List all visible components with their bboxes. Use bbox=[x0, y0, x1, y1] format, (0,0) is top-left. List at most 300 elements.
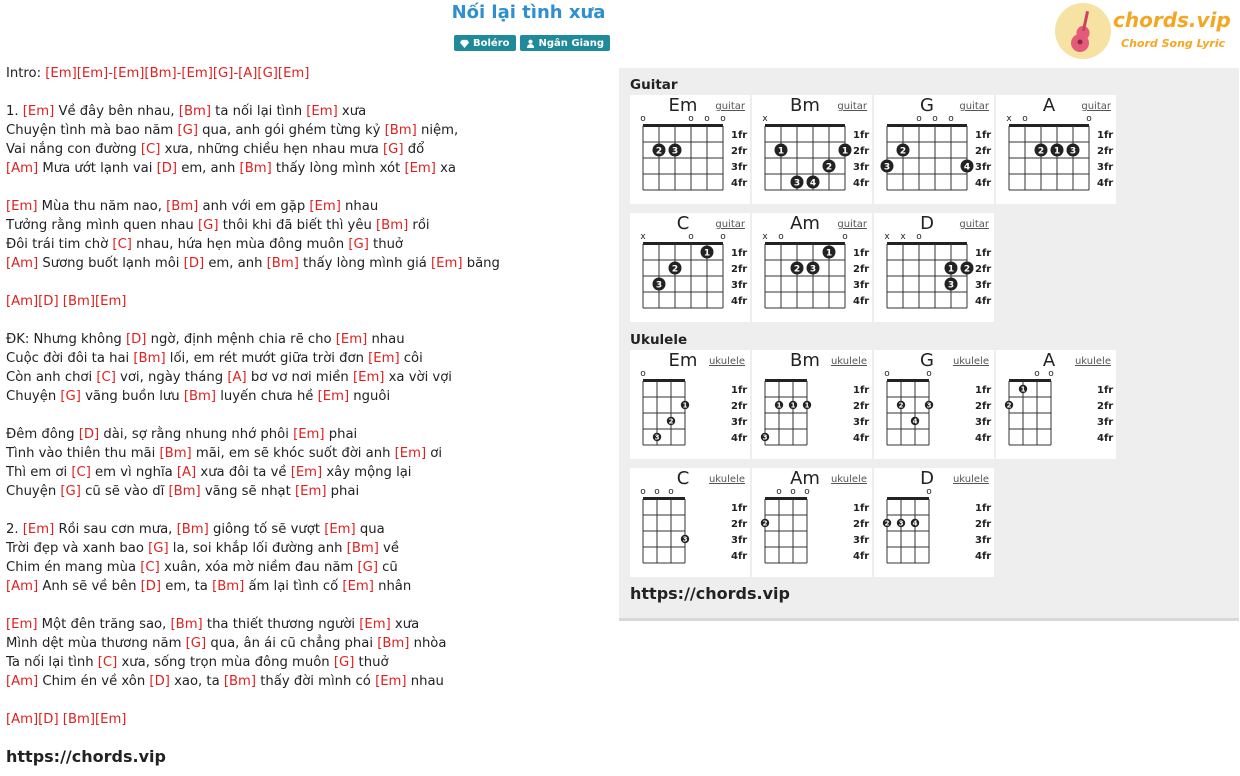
string-marker: o bbox=[916, 114, 922, 124]
fret-label: 3fr bbox=[731, 162, 748, 173]
fret-label: 4fr bbox=[731, 433, 748, 444]
chord-instrument-link[interactable]: ukulele bbox=[1074, 356, 1111, 367]
finger-number: 1 bbox=[776, 401, 782, 410]
nut bbox=[643, 379, 685, 382]
finger-number: 1 bbox=[841, 146, 849, 157]
chord-link[interactable]: [Bm] bbox=[159, 446, 192, 461]
finger-number: 3 bbox=[793, 178, 801, 189]
lyric-text: Tình vào thiên thu mãi bbox=[6, 446, 160, 461]
chord-name: G bbox=[920, 95, 934, 116]
guitar-chord-bm[interactable] bbox=[752, 95, 872, 204]
chord-link[interactable]: [Bm] bbox=[166, 199, 199, 214]
chord-link[interactable]: [G] bbox=[60, 389, 81, 404]
lyric-line bbox=[6, 463, 606, 482]
fret-label: 3fr bbox=[853, 417, 870, 428]
chord-link[interactable]: [Bm] bbox=[376, 218, 409, 233]
lyric-text: Thì em ơi bbox=[6, 465, 72, 480]
chord-link[interactable]: [Em][Em]-[Em][Bm]-[Em][G]-[A][G][Em] bbox=[45, 66, 310, 81]
lyric-line bbox=[6, 482, 606, 501]
fret-label: 3fr bbox=[853, 162, 870, 173]
fret-label: 1fr bbox=[731, 503, 748, 514]
fret-label: 4fr bbox=[975, 178, 992, 189]
finger-number: 4 bbox=[912, 417, 918, 426]
lyric-text: qua, ân ái cũ chẳng phai bbox=[206, 636, 378, 651]
chord-instrument-link[interactable]: guitar bbox=[959, 219, 989, 230]
fretboard-diagram bbox=[874, 350, 994, 459]
chord-instrument-link[interactable]: ukulele bbox=[952, 474, 989, 485]
chord-link[interactable]: [Bm] bbox=[176, 522, 209, 537]
lyric-text: nhau bbox=[406, 674, 444, 689]
lyric-text: phai bbox=[326, 484, 360, 499]
chord-link[interactable]: [Bm] bbox=[212, 579, 245, 594]
finger-number: 3 bbox=[883, 162, 891, 173]
fret-label: 4fr bbox=[975, 433, 992, 444]
lyric-text: về bbox=[378, 541, 399, 556]
lyric-text: qua bbox=[355, 522, 385, 537]
lyric-line bbox=[6, 634, 606, 653]
site-logo[interactable] bbox=[1055, 3, 1235, 63]
lyric-text: phai bbox=[324, 427, 358, 442]
nut bbox=[1009, 379, 1051, 382]
chord-link[interactable]: [Em] bbox=[342, 579, 374, 594]
lyric-text: em, anh bbox=[177, 161, 240, 176]
chord-link[interactable]: [A] bbox=[227, 370, 247, 385]
fret-label: 1fr bbox=[731, 130, 748, 141]
fret-label: 4fr bbox=[853, 551, 870, 562]
string-marker: o bbox=[926, 487, 932, 497]
ukulele-chord-am[interactable] bbox=[752, 468, 872, 577]
chord-link[interactable]: [G] bbox=[383, 142, 404, 157]
ukulele-chord-a[interactable] bbox=[996, 350, 1116, 459]
lyric-text: ngờ, định mệnh chia rẽ cho bbox=[146, 332, 336, 347]
chord-link[interactable]: [Bm] bbox=[223, 674, 257, 689]
lyric-line bbox=[6, 710, 606, 729]
chord-link[interactable]: [D] bbox=[183, 256, 205, 271]
chord-link[interactable]: [A] bbox=[176, 465, 197, 480]
lyric-text: ta nối lại tình bbox=[210, 104, 307, 119]
lyric-text: lối, em rét mướt giữa trời đơn bbox=[165, 351, 369, 366]
lyric-text: Intro: bbox=[6, 66, 46, 81]
fret-label: 4fr bbox=[1097, 178, 1114, 189]
string-marker: x bbox=[900, 232, 906, 242]
chord-link[interactable]: [Em] bbox=[6, 617, 38, 632]
finger-number: 3 bbox=[654, 433, 660, 442]
string-marker: x bbox=[762, 232, 768, 242]
fret-label: 4fr bbox=[853, 433, 870, 444]
chord-instrument-link[interactable]: guitar bbox=[715, 101, 745, 112]
chord-link[interactable]: [G] bbox=[198, 218, 219, 233]
chord-link[interactable]: [C] bbox=[112, 237, 132, 252]
lyric-text: em, anh bbox=[204, 256, 267, 271]
lyric-line bbox=[6, 387, 606, 406]
ukulele-chord-c[interactable] bbox=[630, 468, 750, 577]
lyric-line bbox=[6, 64, 606, 83]
finger-number: 2 bbox=[762, 519, 768, 528]
fret-label: 1fr bbox=[975, 503, 992, 514]
chord-instrument-link[interactable]: ukulele bbox=[708, 474, 745, 485]
lyric-text: Ta nối lại tình bbox=[6, 655, 98, 670]
chord-name: Em bbox=[668, 95, 698, 116]
lyric-text: bơ vơ nơi miền bbox=[246, 370, 353, 385]
fret-label: 3fr bbox=[853, 535, 870, 546]
fretboard-diagram bbox=[630, 95, 750, 204]
nut bbox=[765, 379, 807, 382]
chord-name: Am bbox=[790, 468, 820, 489]
chord-link[interactable]: [C] bbox=[140, 142, 161, 157]
lyric-text: côi bbox=[399, 351, 423, 366]
guitar-chord-c[interactable] bbox=[630, 213, 750, 322]
chord-link[interactable]: [D] bbox=[149, 674, 170, 689]
chord-instrument-link[interactable]: guitar bbox=[1081, 101, 1111, 112]
lyric-text: nguôi bbox=[349, 389, 391, 404]
string-marker: o bbox=[804, 487, 810, 497]
string-marker: o bbox=[778, 232, 784, 242]
finger-number: 3 bbox=[762, 433, 768, 442]
chord-link[interactable]: [Am] bbox=[6, 161, 39, 176]
lyric-text: xưa bbox=[390, 617, 420, 632]
chord-link[interactable]: [Em] bbox=[324, 522, 356, 537]
chord-name: A bbox=[1042, 95, 1056, 116]
lyric-text: nhau, hứa hẹn mùa đông muôn bbox=[131, 237, 349, 252]
fret-label: 2fr bbox=[975, 146, 992, 157]
lyric-text: Về đây bên nhau, bbox=[54, 104, 179, 119]
finger-number: 1 bbox=[790, 401, 796, 410]
lyric-text: thấy đời mình có bbox=[256, 674, 376, 689]
fret-label: 2fr bbox=[975, 519, 992, 530]
lyric-line bbox=[6, 121, 606, 140]
fret-label: 4fr bbox=[975, 296, 992, 307]
chord-link[interactable]: [Em] bbox=[295, 484, 327, 499]
nut bbox=[1009, 124, 1089, 127]
chord-link[interactable]: [Am] bbox=[6, 674, 39, 689]
lyric-text: xưa đôi ta về bbox=[196, 465, 291, 480]
nut bbox=[887, 379, 929, 382]
chord-link[interactable]: [Em] bbox=[431, 256, 463, 271]
lyric-line bbox=[6, 330, 606, 349]
chord-link[interactable]: [G] bbox=[185, 636, 207, 651]
finger-number: 3 bbox=[926, 401, 932, 410]
string-marker: o bbox=[704, 114, 710, 124]
fret-label: 4fr bbox=[975, 551, 992, 562]
fret-label: 2fr bbox=[853, 401, 870, 412]
finger-number: 4 bbox=[963, 162, 971, 173]
chord-link[interactable]: [Bm] bbox=[384, 123, 417, 138]
ukulele-chord-d[interactable] bbox=[874, 468, 994, 577]
fret-label: 2fr bbox=[1097, 401, 1114, 412]
lyric-text: Chuyện bbox=[6, 484, 61, 499]
genre-tag[interactable] bbox=[454, 35, 516, 51]
fret-label: 1fr bbox=[853, 130, 870, 141]
fret-label: 3fr bbox=[731, 535, 748, 546]
finger-number: 3 bbox=[671, 146, 679, 157]
chord-link[interactable]: [Bm] bbox=[170, 617, 203, 632]
lyric-text: ơi bbox=[426, 446, 443, 461]
genre-tag-label: Boléro bbox=[473, 37, 510, 49]
blank-line bbox=[6, 311, 606, 330]
lyric-text: ĐK: Nhưng không bbox=[6, 332, 126, 347]
chord-link[interactable]: [G] bbox=[60, 484, 81, 499]
lyric-text: thuở bbox=[354, 655, 389, 670]
finger-number: 3 bbox=[898, 519, 904, 528]
lyric-text: xưa, những chiều hẹn nhau mưa bbox=[160, 142, 383, 157]
lyric-line bbox=[6, 254, 606, 273]
fret-label: 3fr bbox=[975, 417, 992, 428]
fret-label: 3fr bbox=[975, 280, 992, 291]
chord-link[interactable]: [Bm] bbox=[239, 161, 272, 176]
string-marker: o bbox=[932, 114, 938, 124]
finger-number: 2 bbox=[668, 417, 674, 426]
chord-link[interactable]: [G] bbox=[148, 541, 169, 556]
nut bbox=[887, 497, 929, 500]
lyric-line bbox=[6, 197, 606, 216]
chord-link[interactable]: [Am][D] [Bm][Em] bbox=[6, 712, 127, 727]
chord-instrument-link[interactable]: ukulele bbox=[830, 474, 867, 485]
chord-link[interactable]: [D] bbox=[78, 427, 100, 442]
lyric-text: em vì nghĩa bbox=[90, 465, 177, 480]
finger-number: 3 bbox=[1069, 146, 1077, 157]
fret-label: 1fr bbox=[975, 130, 992, 141]
finger-number: 2 bbox=[825, 162, 833, 173]
chord-name: D bbox=[920, 213, 934, 234]
lyric-text: qua, anh gói ghém từng kỷ bbox=[197, 123, 385, 138]
ukulele-chord-g[interactable] bbox=[874, 350, 994, 459]
guitar-chord-d[interactable] bbox=[874, 213, 994, 322]
chord-link[interactable]: [Em] bbox=[306, 104, 338, 119]
chord-link[interactable]: [Bm] bbox=[178, 104, 211, 119]
chord-link[interactable]: [Bm] bbox=[168, 484, 201, 499]
chord-instrument-link[interactable]: guitar bbox=[837, 219, 867, 230]
string-marker: o bbox=[1086, 114, 1092, 124]
ukulele-chord-bm[interactable] bbox=[752, 350, 872, 459]
chord-link[interactable]: [G] bbox=[177, 123, 198, 138]
finger-number: 1 bbox=[804, 401, 810, 410]
song-tags bbox=[454, 35, 610, 51]
lyric-text: thuở bbox=[368, 237, 403, 252]
lyric-text: rồi bbox=[408, 218, 430, 233]
blank-line bbox=[6, 178, 606, 197]
chord-name: Bm bbox=[790, 95, 820, 116]
artist-tag[interactable] bbox=[520, 35, 611, 51]
finger-number: 2 bbox=[655, 146, 663, 157]
finger-number: 3 bbox=[655, 280, 663, 291]
lyric-text: Đôi trái tim chờ bbox=[6, 237, 113, 252]
finger-number: 1 bbox=[703, 248, 711, 259]
lyric-line bbox=[6, 558, 606, 577]
chord-instrument-link[interactable]: ukulele bbox=[952, 356, 989, 367]
ukulele-chord-em[interactable] bbox=[630, 350, 750, 459]
nut bbox=[765, 497, 807, 500]
chord-instrument-link[interactable]: ukulele bbox=[830, 356, 867, 367]
string-marker: o bbox=[926, 369, 932, 379]
string-marker: o bbox=[688, 114, 694, 124]
lyric-line bbox=[6, 102, 606, 121]
fret-label: 4fr bbox=[853, 296, 870, 307]
chord-link[interactable]: [C] bbox=[96, 370, 116, 385]
fret-label: 4fr bbox=[731, 551, 748, 562]
chord-link[interactable]: [Am] bbox=[6, 256, 39, 271]
fret-label: 4fr bbox=[853, 178, 870, 189]
fretboard-diagram bbox=[752, 213, 872, 322]
chord-link[interactable]: [Em] bbox=[352, 370, 385, 385]
finger-number: 2 bbox=[963, 264, 971, 275]
nut bbox=[887, 124, 967, 127]
chord-link[interactable]: [G] bbox=[333, 655, 355, 670]
lyric-line bbox=[6, 292, 606, 311]
finger-number: 3 bbox=[947, 280, 955, 291]
blank-line bbox=[6, 273, 606, 292]
chord-link[interactable]: [C] bbox=[140, 560, 160, 575]
chord-link[interactable]: [Bm] bbox=[266, 256, 299, 271]
chord-link[interactable]: [C] bbox=[71, 465, 91, 480]
chord-link[interactable]: [Bm] bbox=[346, 541, 379, 556]
lyric-line bbox=[6, 615, 606, 634]
lyric-text: thấy lòng mình xót bbox=[271, 161, 405, 176]
lyric-line bbox=[6, 577, 606, 596]
lyric-text: niệm, bbox=[416, 123, 459, 138]
finger-number: 3 bbox=[682, 535, 688, 544]
chord-link[interactable]: [Em] bbox=[22, 104, 55, 119]
finger-number: 4 bbox=[809, 178, 817, 189]
lyric-text: Rồi sau cơn mưa, bbox=[54, 522, 177, 537]
finger-number: 1 bbox=[947, 264, 955, 275]
chord-link[interactable]: [Em] bbox=[404, 161, 436, 176]
chord-link[interactable]: [D] bbox=[126, 332, 147, 347]
string-marker: o bbox=[720, 114, 726, 124]
chord-link[interactable]: [G] bbox=[357, 560, 378, 575]
chord-link[interactable]: [Bm] bbox=[183, 389, 217, 404]
lyric-line bbox=[6, 653, 606, 672]
fret-label: 2fr bbox=[975, 401, 992, 412]
lyric-line bbox=[6, 368, 606, 387]
lyric-line bbox=[6, 159, 606, 178]
song-title: Nối lại tình xưa bbox=[451, 2, 606, 23]
fret-label: 3fr bbox=[853, 280, 870, 291]
fretboard-diagram bbox=[874, 95, 994, 204]
chord-link[interactable]: [Bm] bbox=[377, 636, 410, 651]
lyric-text: Chim én mang mùa bbox=[6, 560, 141, 575]
lyric-text: Chim én về xôn bbox=[38, 674, 150, 689]
blank-line bbox=[6, 501, 606, 520]
fret-label: 1fr bbox=[1097, 385, 1114, 396]
string-marker: o bbox=[640, 487, 646, 497]
chord-link[interactable]: [Em] bbox=[6, 199, 38, 214]
guitar-chord-am[interactable] bbox=[752, 213, 872, 322]
chord-link[interactable]: [Em] bbox=[317, 389, 350, 404]
blank-line bbox=[6, 406, 606, 425]
fret-label: 4fr bbox=[1097, 433, 1114, 444]
lyric-line bbox=[6, 520, 606, 539]
chord-link[interactable]: [Am][D] [Bm][Em] bbox=[6, 294, 127, 309]
guitar-chord-a[interactable] bbox=[996, 95, 1116, 204]
finger-number: 2 bbox=[884, 519, 890, 528]
logo-tagline: Chord Song Lyric bbox=[1121, 37, 1226, 50]
string-marker: x bbox=[884, 232, 890, 242]
panel-site-url[interactable]: https://chords.vip bbox=[630, 584, 790, 603]
guitar-chord-g[interactable] bbox=[874, 95, 994, 204]
lyrics-sheet bbox=[6, 64, 606, 729]
string-marker: o bbox=[842, 232, 848, 242]
chord-link[interactable]: [C] bbox=[97, 655, 118, 670]
fret-label: 2fr bbox=[731, 519, 748, 530]
chord-instrument-link[interactable]: guitar bbox=[837, 101, 867, 112]
lyric-text: Trời đẹp và xanh bao bbox=[6, 541, 149, 556]
chord-link[interactable]: [Em] bbox=[359, 617, 391, 632]
lyric-text: xao, ta bbox=[169, 674, 224, 689]
chord-link[interactable]: [G] bbox=[348, 237, 369, 252]
chord-link[interactable]: [Em] bbox=[335, 332, 368, 347]
blank-line bbox=[6, 596, 606, 615]
fret-label: 4fr bbox=[731, 178, 748, 189]
lyric-text: giông tố sẽ vượt bbox=[208, 522, 325, 537]
string-marker: o bbox=[640, 369, 646, 379]
nut bbox=[643, 242, 723, 245]
nut bbox=[765, 124, 845, 127]
fret-label: 2fr bbox=[853, 264, 870, 275]
chord-name: D bbox=[920, 468, 934, 489]
chord-instrument-link[interactable]: guitar bbox=[715, 219, 745, 230]
chord-link[interactable]: [Em] bbox=[22, 522, 55, 537]
finger-number: 1 bbox=[1053, 146, 1061, 157]
chord-link[interactable]: [Em] bbox=[375, 674, 407, 689]
lyric-text: ấm lại tình cố bbox=[244, 579, 343, 594]
lyric-text: xuân, xóa mờ niềm đau năm bbox=[159, 560, 358, 575]
guitar-logo-icon bbox=[1055, 3, 1111, 59]
lyric-text: thôi khi đã biết thì yêu bbox=[218, 218, 377, 233]
string-marker: x bbox=[762, 114, 768, 124]
string-marker: x bbox=[640, 232, 646, 242]
fret-label: 1fr bbox=[975, 248, 992, 259]
chord-name: G bbox=[920, 350, 934, 371]
logo-name: chords.vip bbox=[1113, 8, 1231, 32]
site-url[interactable]: https://chords.vip bbox=[6, 747, 166, 766]
finger-number: 2 bbox=[793, 264, 801, 275]
finger-number: 2 bbox=[898, 401, 904, 410]
chord-link[interactable]: [Am] bbox=[6, 579, 39, 594]
fretboard-diagram bbox=[874, 213, 994, 322]
chord-link[interactable]: [Em] bbox=[394, 446, 427, 461]
string-marker: o bbox=[720, 232, 726, 242]
string-marker: o bbox=[640, 114, 646, 124]
lyric-text: la, soi khắp lối đường anh bbox=[168, 541, 347, 556]
fret-label: 3fr bbox=[731, 280, 748, 291]
chord-link[interactable]: [D] bbox=[156, 161, 178, 176]
chord-name: C bbox=[676, 213, 690, 234]
chord-instrument-link[interactable]: guitar bbox=[959, 101, 989, 112]
fretboard-diagram bbox=[630, 350, 750, 459]
lyric-text: Anh sẽ về bên bbox=[38, 579, 141, 594]
string-marker: o bbox=[1048, 369, 1054, 379]
chord-link[interactable]: [Bm] bbox=[133, 351, 166, 366]
chord-name: Bm bbox=[790, 350, 820, 371]
chord-link[interactable]: [Em] bbox=[293, 427, 325, 442]
chord-link[interactable]: [D] bbox=[140, 579, 162, 594]
fret-label: 2fr bbox=[731, 401, 748, 412]
lyric-text: Sương buốt lạnh môi bbox=[38, 256, 184, 271]
artist-tag-label: Ngân Giang bbox=[538, 37, 605, 49]
string-marker: o bbox=[884, 369, 890, 379]
string-marker: o bbox=[790, 487, 796, 497]
chord-link[interactable]: [Em] bbox=[368, 351, 400, 366]
lyric-line bbox=[6, 140, 606, 159]
chord-link[interactable]: [Em] bbox=[290, 465, 323, 480]
chord-link[interactable]: [Em] bbox=[309, 199, 341, 214]
finger-number: 2 bbox=[671, 264, 679, 275]
lyric-text: 2. bbox=[6, 522, 23, 537]
lyric-text: đổ bbox=[403, 142, 425, 157]
chord-instrument-link[interactable]: ukulele bbox=[708, 356, 745, 367]
guitar-chord-em[interactable] bbox=[630, 95, 750, 204]
lyric-text: mãi, em sẽ khóc suốt đời anh bbox=[191, 446, 395, 461]
